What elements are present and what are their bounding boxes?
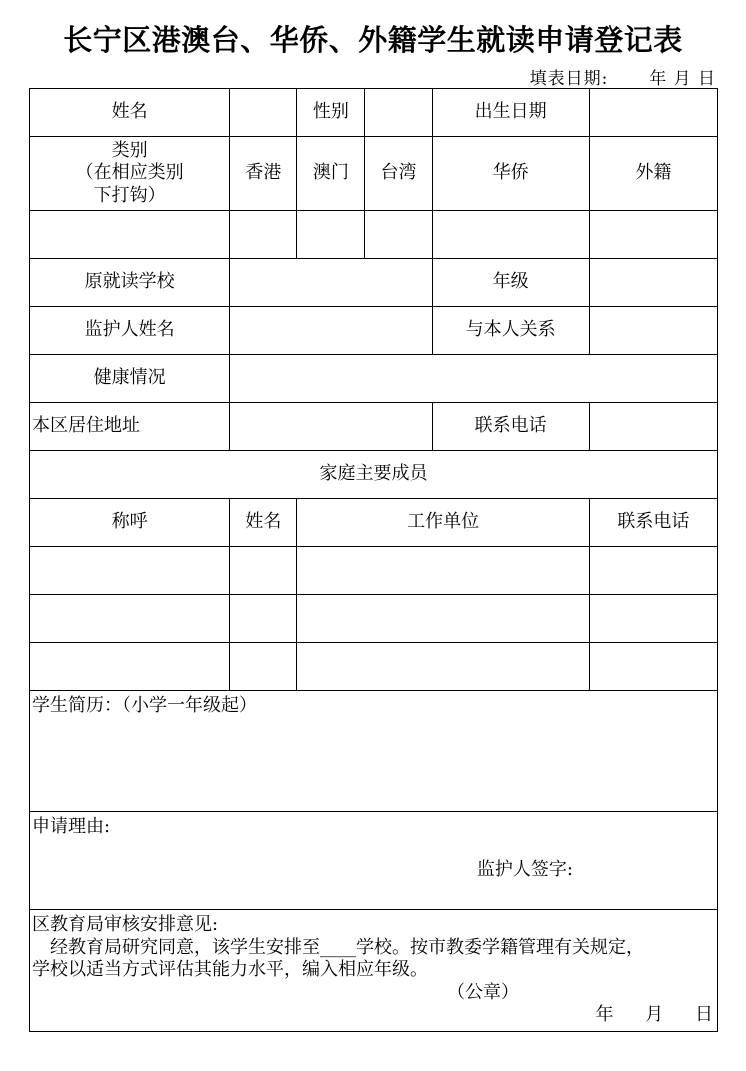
check-hongkong[interactable] [230, 211, 297, 259]
family-phone-cell[interactable] [589, 595, 717, 643]
label-category [30, 137, 230, 211]
category-foreign: 外籍 [589, 137, 717, 211]
family-title-cell[interactable] [30, 547, 230, 595]
check-taiwan[interactable] [365, 211, 432, 259]
label-address: 本区居住地址 [30, 403, 230, 451]
field-health[interactable] [230, 355, 718, 403]
category-macao: 澳门 [297, 137, 365, 211]
field-address[interactable] [230, 403, 432, 451]
family-name-cell[interactable] [230, 547, 297, 595]
check-overseas-chinese[interactable] [432, 211, 589, 259]
label-phone: 联系电话 [432, 403, 589, 451]
opinion-text-line: 经教育局研究同意，该学生安排至____学校。按市教委学籍管理有关规定， [50, 936, 644, 958]
family-employer-cell[interactable] [297, 547, 589, 595]
fill-date-day: 日 [698, 69, 716, 89]
label-guardian-name: 监护人姓名 [30, 307, 230, 355]
official-seal-label: （公章） [447, 981, 519, 1003]
family-col-name: 姓名 [230, 499, 297, 547]
label-relationship: 与本人关系 [432, 307, 589, 355]
label-health: 健康情况 [30, 355, 230, 403]
category-taiwan: 台湾 [365, 137, 432, 211]
fill-date-year: 年 [649, 69, 668, 89]
family-name-cell[interactable] [230, 643, 297, 691]
field-name[interactable] [230, 89, 297, 137]
category-label-line: 下打钩） [93, 184, 166, 206]
family-employer-cell[interactable] [297, 595, 589, 643]
opinion-month: 月 [645, 1004, 664, 1025]
opinion-section [30, 910, 718, 1032]
category-label-line: 类别 [111, 139, 148, 161]
family-title-cell[interactable] [30, 595, 230, 643]
family-employer-cell[interactable] [297, 643, 589, 691]
guardian-signature-label: 监护人签字: [476, 858, 573, 880]
opinion-date [32, 1004, 715, 1027]
reason-label: 申请理由: [32, 816, 111, 837]
field-guardian-name[interactable] [230, 307, 432, 355]
registration-form [29, 88, 718, 1032]
family-col-employer: 工作单位 [297, 499, 589, 547]
family-name-cell[interactable] [230, 595, 297, 643]
field-grade[interactable] [589, 259, 717, 307]
category-label-line: （在相应类别 [75, 162, 184, 184]
field-previous-school[interactable] [230, 259, 432, 307]
fill-date [530, 64, 716, 89]
opinion-day: 日 [695, 1004, 713, 1025]
fill-date-month: 月 [673, 69, 692, 89]
family-heading: 家庭主要成员 [30, 451, 718, 499]
category-hongkong: 香港 [230, 137, 297, 211]
label-name: 姓名 [30, 89, 230, 137]
family-row [30, 547, 718, 595]
label-birth-date: 出生日期 [432, 89, 589, 137]
label-previous-school: 原就读学校 [30, 259, 230, 307]
resume-label: 学生简历：（小学一年级起） [32, 695, 257, 716]
field-gender[interactable] [365, 89, 432, 137]
resume-section[interactable] [30, 691, 718, 812]
field-relationship[interactable] [589, 307, 717, 355]
category-check-blank [30, 211, 230, 259]
family-phone-cell[interactable] [589, 643, 717, 691]
opinion-label: 区教育局审核安排意见: [32, 914, 219, 935]
reason-section[interactable] [30, 812, 718, 910]
label-gender: 性别 [297, 89, 365, 137]
fill-date-label: 填表日期: [529, 69, 609, 89]
opinion-year: 年 [595, 1004, 614, 1025]
check-foreign[interactable] [589, 211, 717, 259]
label-grade: 年级 [432, 259, 589, 307]
family-row [30, 643, 718, 691]
family-title-cell[interactable] [30, 643, 230, 691]
category-overseas-chinese: 华侨 [432, 137, 589, 211]
field-phone[interactable] [589, 403, 717, 451]
family-row [30, 595, 718, 643]
field-birth-date[interactable] [589, 89, 717, 137]
family-col-phone: 联系电话 [589, 499, 717, 547]
opinion-text-line: 学校以适当方式评估其能力水平，编入相应年级。 [32, 959, 428, 980]
family-col-title: 称呼 [30, 499, 230, 547]
form-title: 长宁区港澳台、华侨、外籍学生就读申请登记表 [63, 23, 683, 57]
check-macao[interactable] [297, 211, 365, 259]
family-phone-cell[interactable] [589, 547, 717, 595]
